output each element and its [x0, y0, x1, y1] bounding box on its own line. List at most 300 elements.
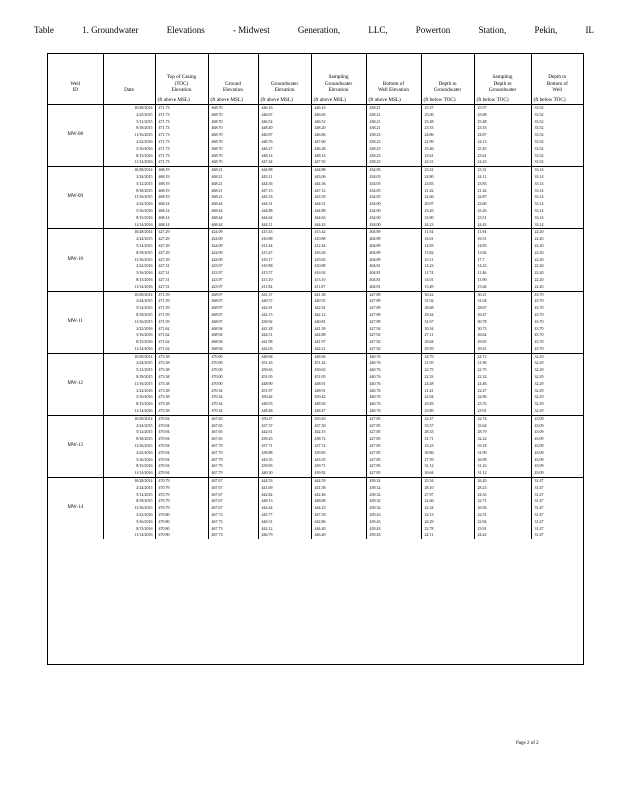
value-cell: 412.44 [258, 243, 311, 250]
table-row [48, 374, 583, 381]
value-cell: 448.08 [311, 498, 366, 505]
value-cell: 446.52 [258, 119, 311, 126]
value-cell: 30.64 [421, 470, 474, 477]
column-header [208, 54, 258, 105]
table-row [48, 512, 583, 519]
date-cell: 5/16/2016 [103, 146, 155, 153]
value-cell: 24.29 [421, 519, 474, 526]
value-cell: 13.90 [474, 277, 531, 284]
table-row [48, 519, 583, 526]
value-cell: 468.70 [208, 132, 258, 139]
value-cell: 438.21 [366, 112, 421, 119]
value-cell: 33.64 [474, 423, 531, 430]
value-cell: 32.29 [534, 360, 544, 366]
value-cell: 441.38 [311, 291, 366, 298]
table-row [48, 277, 583, 284]
column-header [311, 54, 366, 105]
value-cell: 27.59 [421, 457, 474, 464]
date-cell: 8/18/2015 [103, 436, 155, 443]
value-cell: 28.79 [474, 429, 531, 436]
value-cell: 25.57 [474, 105, 531, 112]
date-cell: 11/16/2015 [103, 194, 155, 201]
value-cell: 441.37 [258, 291, 311, 298]
value-cell: 15.64 [474, 284, 531, 291]
value-cell: 468.97 [208, 305, 258, 312]
title-word: Elevations [166, 25, 205, 35]
value-cell: 467.79 [208, 450, 258, 457]
value-cell: 470.94 [155, 450, 208, 457]
value-cell: 470.79 [155, 478, 208, 485]
date-cell: 10/28/2014 [103, 353, 155, 360]
value-cell: 439.32 [366, 492, 421, 499]
date-cell: 11/16/2015 [103, 257, 155, 264]
value-cell: 441.69 [258, 485, 311, 492]
value-cell: 438.23 [366, 139, 421, 146]
value-cell: 448.20 [311, 125, 366, 132]
value-cell: 473.38 [155, 401, 208, 408]
column-header-line: ID [72, 87, 78, 93]
value-cell: 470.94 [155, 443, 208, 450]
value-cell: 22.47 [474, 388, 531, 395]
value-cell: 23.31 [474, 167, 531, 174]
value-cell: 24.72 [474, 353, 531, 360]
table-row [48, 291, 583, 298]
value-cell: 22.20 [534, 276, 544, 282]
value-cell: 22.20 [534, 249, 544, 255]
value-cell: 439.32 [366, 505, 421, 512]
value-cell: 29.65 [474, 339, 531, 346]
value-cell: 26.20 [474, 478, 531, 485]
date-cell: 11/14/2016 [103, 408, 155, 415]
table-row [48, 423, 583, 430]
value-cell: 468.44 [208, 215, 258, 222]
value-cell: 471.73 [155, 105, 208, 112]
value-cell: 43.70 [534, 298, 544, 304]
column-header-line: Well [552, 87, 563, 93]
value-cell: 427.31 [155, 277, 208, 284]
date-cell: 8/15/2016 [103, 463, 155, 470]
value-cell: 43.09 [534, 422, 544, 428]
value-cell: 11.94 [474, 229, 531, 236]
value-cell: 446.40 [311, 532, 366, 539]
table-row [48, 367, 583, 374]
value-cell: 415.42 [311, 229, 366, 236]
value-cell: 415.57 [258, 270, 311, 277]
value-cell: 427.29 [155, 236, 208, 243]
value-cell: 471.73 [155, 119, 208, 126]
value-cell: 451.42 [311, 360, 366, 367]
value-cell: 427.29 [155, 250, 208, 257]
value-cell: 33.14 [534, 201, 544, 207]
value-cell: 467.67 [208, 505, 258, 512]
value-cell: 26.64 [474, 332, 531, 339]
value-cell: 33.14 [534, 214, 544, 220]
value-cell: 410.88 [311, 263, 366, 270]
value-cell: 43.70 [534, 318, 544, 324]
well-id-cell: MW-14 [48, 478, 103, 540]
value-cell: 434.05 [366, 194, 421, 201]
value-cell: 30.34 [421, 326, 474, 333]
value-cell: 20.97 [421, 201, 474, 208]
value-cell: 439.85 [311, 450, 366, 457]
column-header [103, 54, 155, 105]
value-cell: 404.89 [366, 229, 421, 236]
value-cell: 440.81 [311, 319, 366, 326]
value-cell: 470.94 [155, 429, 208, 436]
value-cell: 427.92 [366, 346, 421, 353]
value-cell: 467.67 [208, 492, 258, 499]
table-row [48, 470, 583, 477]
value-cell: 448.14 [258, 153, 311, 160]
value-cell: 473.38 [155, 374, 208, 381]
value-cell: 427.85 [366, 457, 421, 464]
value-cell: 450.20 [311, 415, 366, 422]
value-cell: 451.05 [311, 374, 366, 381]
value-cell: 404.81 [366, 263, 421, 270]
value-cell: 24.11 [474, 174, 531, 181]
date-cell: 2/22/2016 [103, 139, 155, 146]
value-cell: 468.19 [155, 194, 208, 201]
value-cell: 427.29 [155, 229, 208, 236]
column-unit [106, 97, 153, 105]
value-cell: 30.21 [474, 291, 531, 298]
value-cell: 24.13 [474, 139, 531, 146]
value-cell: 439.32 [366, 485, 421, 492]
value-cell: 22.20 [534, 283, 544, 289]
value-cell: 471.62 [155, 346, 208, 353]
value-cell: 448.91 [311, 388, 366, 395]
value-cell: 470.94 [155, 423, 208, 430]
value-cell: 468.70 [208, 112, 258, 119]
value-cell: 441.28 [258, 326, 311, 333]
column-header [474, 54, 531, 105]
value-cell: 33.52 [534, 138, 544, 144]
column-header-line: Depth to [548, 74, 567, 80]
value-cell: 427.85 [366, 415, 421, 422]
value-cell: 468.19 [155, 181, 208, 188]
value-cell: 468.94 [208, 339, 258, 346]
value-cell: 31.47 [534, 518, 544, 524]
table-row [48, 401, 583, 408]
table-row [48, 236, 583, 243]
date-cell: 8/18/2015 [103, 312, 155, 319]
value-cell: 440.76 [366, 360, 421, 367]
table-row [48, 167, 583, 174]
value-cell: 468.44 [208, 222, 258, 229]
table-row [48, 388, 583, 395]
value-cell: 404.81 [366, 284, 421, 291]
value-cell: 446.51 [258, 519, 311, 526]
table-body [48, 105, 583, 540]
value-cell: 444.88 [311, 332, 366, 339]
value-cell: 439.92 [258, 319, 311, 326]
value-cell: 23.90 [421, 215, 474, 222]
value-cell: 424.09 [208, 243, 258, 250]
value-cell: 442.82 [258, 492, 311, 499]
value-cell: 43.70 [534, 305, 544, 311]
value-cell: 413.10 [311, 277, 366, 284]
value-cell: 21.96 [474, 360, 531, 367]
date-cell: 11/14/2016 [103, 470, 155, 477]
table-row [48, 270, 583, 277]
value-cell: 439.71 [311, 463, 366, 470]
value-cell: 473.38 [155, 360, 208, 367]
value-cell: 443.06 [311, 174, 366, 181]
table-row [48, 298, 583, 305]
table-row [48, 526, 583, 533]
value-cell: 33.14 [534, 187, 544, 193]
value-cell: 43.70 [534, 332, 544, 338]
value-cell: 441.39 [311, 326, 366, 333]
value-cell: 22.66 [421, 498, 474, 505]
value-cell: 443.33 [258, 194, 311, 201]
value-cell: 440.76 [366, 374, 421, 381]
table-row [48, 284, 583, 291]
value-cell: 440.76 [366, 388, 421, 395]
value-cell: 427.31 [155, 270, 208, 277]
date-cell: 8/15/2016 [103, 401, 155, 408]
value-cell: 26.56 [474, 505, 531, 512]
value-cell: 448.90 [258, 381, 311, 388]
column-header-line: Well [70, 80, 81, 87]
value-cell: 446.86 [311, 132, 366, 139]
value-cell: 439.43 [366, 519, 421, 526]
value-cell: 448.91 [311, 381, 366, 388]
value-cell: 31.02 [421, 298, 474, 305]
value-cell: 468.19 [155, 167, 208, 174]
value-cell: 43.09 [534, 443, 544, 449]
table-row [48, 394, 583, 401]
value-cell: 24.48 [421, 381, 474, 388]
value-cell: 439.83 [258, 463, 311, 470]
value-cell: 443.39 [311, 194, 366, 201]
value-cell: 10.11 [421, 257, 474, 264]
value-cell: 31.09 [474, 450, 531, 457]
value-cell: 468.21 [208, 188, 258, 195]
value-cell: 32.29 [534, 367, 544, 373]
value-cell: 404.89 [366, 250, 421, 257]
value-cell: 444.44 [258, 505, 311, 512]
value-cell: 43.09 [534, 429, 544, 435]
value-cell: 29.47 [474, 312, 531, 319]
value-cell: 438.23 [366, 159, 421, 166]
column-header [531, 54, 583, 105]
value-cell: 411.82 [258, 284, 311, 291]
column-header-line: Sampling [328, 74, 349, 80]
date-cell: 5/16/2016 [103, 457, 155, 464]
value-cell: 448.76 [258, 139, 311, 146]
value-cell: 468.44 [208, 201, 258, 208]
value-cell: 404.89 [366, 243, 421, 250]
title-word: LLC, [368, 25, 388, 35]
value-cell: 470.00 [208, 353, 258, 360]
value-cell: 450.47 [258, 415, 311, 422]
date-cell: 10/28/2014 [103, 229, 155, 236]
value-cell: 444.11 [258, 222, 311, 229]
date-cell: 8/15/2016 [103, 153, 155, 160]
value-cell: 427.89 [366, 291, 421, 298]
value-cell: 33.52 [534, 145, 544, 151]
table-row [48, 222, 583, 229]
value-cell: 440.76 [366, 394, 421, 401]
value-cell: 424.09 [208, 257, 258, 264]
value-cell: 423.97 [208, 270, 258, 277]
value-cell: 437.74 [311, 443, 366, 450]
value-cell: 467.73 [208, 512, 258, 519]
value-cell: 444.59 [311, 478, 366, 485]
value-cell: 22.20 [531, 229, 583, 236]
value-cell: 11.54 [421, 229, 474, 236]
value-cell: 30.86 [421, 450, 474, 457]
value-cell: 471.62 [155, 339, 208, 346]
value-cell: 26.99 [474, 457, 531, 464]
value-cell: 467.79 [208, 443, 258, 450]
value-cell: 427.89 [366, 298, 421, 305]
value-cell: 32.29 [534, 408, 544, 414]
value-cell: 439.43 [366, 532, 421, 539]
table-row [48, 478, 583, 485]
column-header-line: Elevation [171, 87, 192, 93]
value-cell: 22.75 [421, 367, 474, 374]
value-cell: 21.42 [421, 188, 474, 195]
value-cell: 470.94 [155, 457, 208, 464]
value-cell: 14.23 [421, 263, 474, 270]
value-cell: 43.09 [531, 415, 583, 422]
column-header-line: Elevation [223, 87, 243, 93]
value-cell: 28.67 [474, 305, 531, 312]
value-cell: 439.32 [366, 478, 421, 485]
value-cell: 13.82 [421, 250, 474, 257]
date-cell: 11/16/2015 [103, 505, 155, 512]
column-header [155, 54, 208, 105]
value-cell: 23.26 [474, 208, 531, 215]
value-cell: 448.48 [258, 408, 311, 415]
value-cell: 471.73 [155, 146, 208, 153]
value-cell: 468.70 [208, 159, 258, 166]
value-cell: 470.34 [208, 394, 258, 401]
column-unit: (ft below TOC) [533, 96, 566, 103]
table-row [48, 305, 583, 312]
value-cell: 442.46 [311, 492, 366, 499]
value-cell: 24.79 [421, 353, 474, 360]
value-cell: 440.76 [366, 353, 421, 360]
value-cell: 442.12 [311, 312, 366, 319]
value-cell: 444.53 [258, 478, 311, 485]
value-cell: 468.44 [208, 208, 258, 215]
table-row [48, 125, 583, 132]
value-cell: 32.29 [534, 394, 544, 400]
value-cell: 427.89 [366, 312, 421, 319]
date-cell: 10/28/2014 [103, 167, 155, 174]
value-cell: 438.23 [366, 153, 421, 160]
value-cell: 30.22 [421, 291, 474, 298]
value-cell: 467.73 [208, 532, 258, 539]
value-cell: 444.63 [311, 215, 366, 222]
table-row [48, 408, 583, 415]
date-cell: 5/12/2015 [103, 492, 155, 499]
value-cell: 25.48 [421, 119, 474, 126]
date-cell: 5/16/2016 [103, 208, 155, 215]
value-cell: 31.47 [531, 478, 583, 485]
date-cell: 2/22/2016 [103, 450, 155, 457]
table-row [48, 312, 583, 319]
value-cell: 438.21 [366, 119, 421, 126]
value-cell: 427.92 [366, 326, 421, 333]
value-cell: 410.88 [311, 236, 366, 243]
value-cell: 33.52 [534, 125, 544, 131]
value-cell: 419.65 [311, 257, 366, 264]
title-word: Powerton [415, 25, 451, 35]
well-id-cell: MW-11 [48, 291, 103, 353]
value-cell: 22.87 [474, 194, 531, 201]
value-cell: 434.00 [366, 201, 421, 208]
value-cell: 437.71 [258, 443, 311, 450]
value-cell: 23.89 [421, 408, 474, 415]
value-cell: 438.23 [366, 146, 421, 153]
table-row [48, 332, 583, 339]
date-cell: 5/12/2015 [103, 429, 155, 436]
value-cell: 434.05 [366, 181, 421, 188]
value-cell: 427.85 [366, 443, 421, 450]
value-cell: 427.85 [366, 463, 421, 470]
title-word: Station, [478, 25, 507, 35]
value-cell: 404.81 [366, 277, 421, 284]
value-cell: 468.94 [208, 346, 258, 353]
date-cell: 5/16/2016 [103, 394, 155, 401]
value-cell: 31.47 [534, 498, 544, 504]
value-cell: 446.16 [258, 105, 311, 112]
value-cell: 448.66 [311, 353, 366, 360]
value-cell: 22.71 [474, 498, 531, 505]
value-cell: 440.76 [366, 381, 421, 388]
date-cell: 5/11/2015 [103, 119, 155, 126]
value-cell: 427.29 [155, 243, 208, 250]
value-cell: 31.12 [474, 470, 531, 477]
value-cell: 25.45 [474, 146, 531, 153]
value-cell: 11.46 [474, 270, 531, 277]
table-row [48, 112, 583, 119]
table-row [48, 492, 583, 499]
value-cell: 24.80 [421, 174, 474, 181]
value-cell: 468.14 [155, 208, 208, 215]
value-cell: 43.09 [534, 449, 544, 455]
value-cell: 470.80 [155, 512, 208, 519]
value-cell: 23.61 [474, 153, 531, 160]
date-cell: 2/24/2015 [103, 485, 155, 492]
column-unit: (ft above MSL) [210, 96, 243, 103]
title-word: Generation, [297, 25, 341, 35]
value-cell: 471.62 [155, 332, 208, 339]
table-row [48, 339, 583, 346]
value-cell: 32.29 [534, 387, 544, 393]
table-row [48, 381, 583, 388]
date-cell: 10/28/2014 [103, 105, 155, 112]
value-cell: 470.00 [208, 381, 258, 388]
value-cell: 423.97 [208, 284, 258, 291]
value-cell: 443.11 [258, 174, 311, 181]
date-cell: 2/22/2016 [103, 201, 155, 208]
value-cell: 467.65 [208, 429, 258, 436]
value-cell: 33.52 [531, 105, 583, 112]
value-cell: 22.20 [534, 263, 544, 269]
value-cell: 467.73 [208, 526, 258, 533]
value-cell: 14.83 [474, 243, 531, 250]
value-cell: 16.51 [474, 236, 531, 243]
value-cell: 22.96 [474, 394, 531, 401]
value-cell: 467.79 [208, 457, 258, 464]
value-cell: 28.33 [421, 429, 474, 436]
well-id-cell: MW-08 [48, 105, 103, 167]
